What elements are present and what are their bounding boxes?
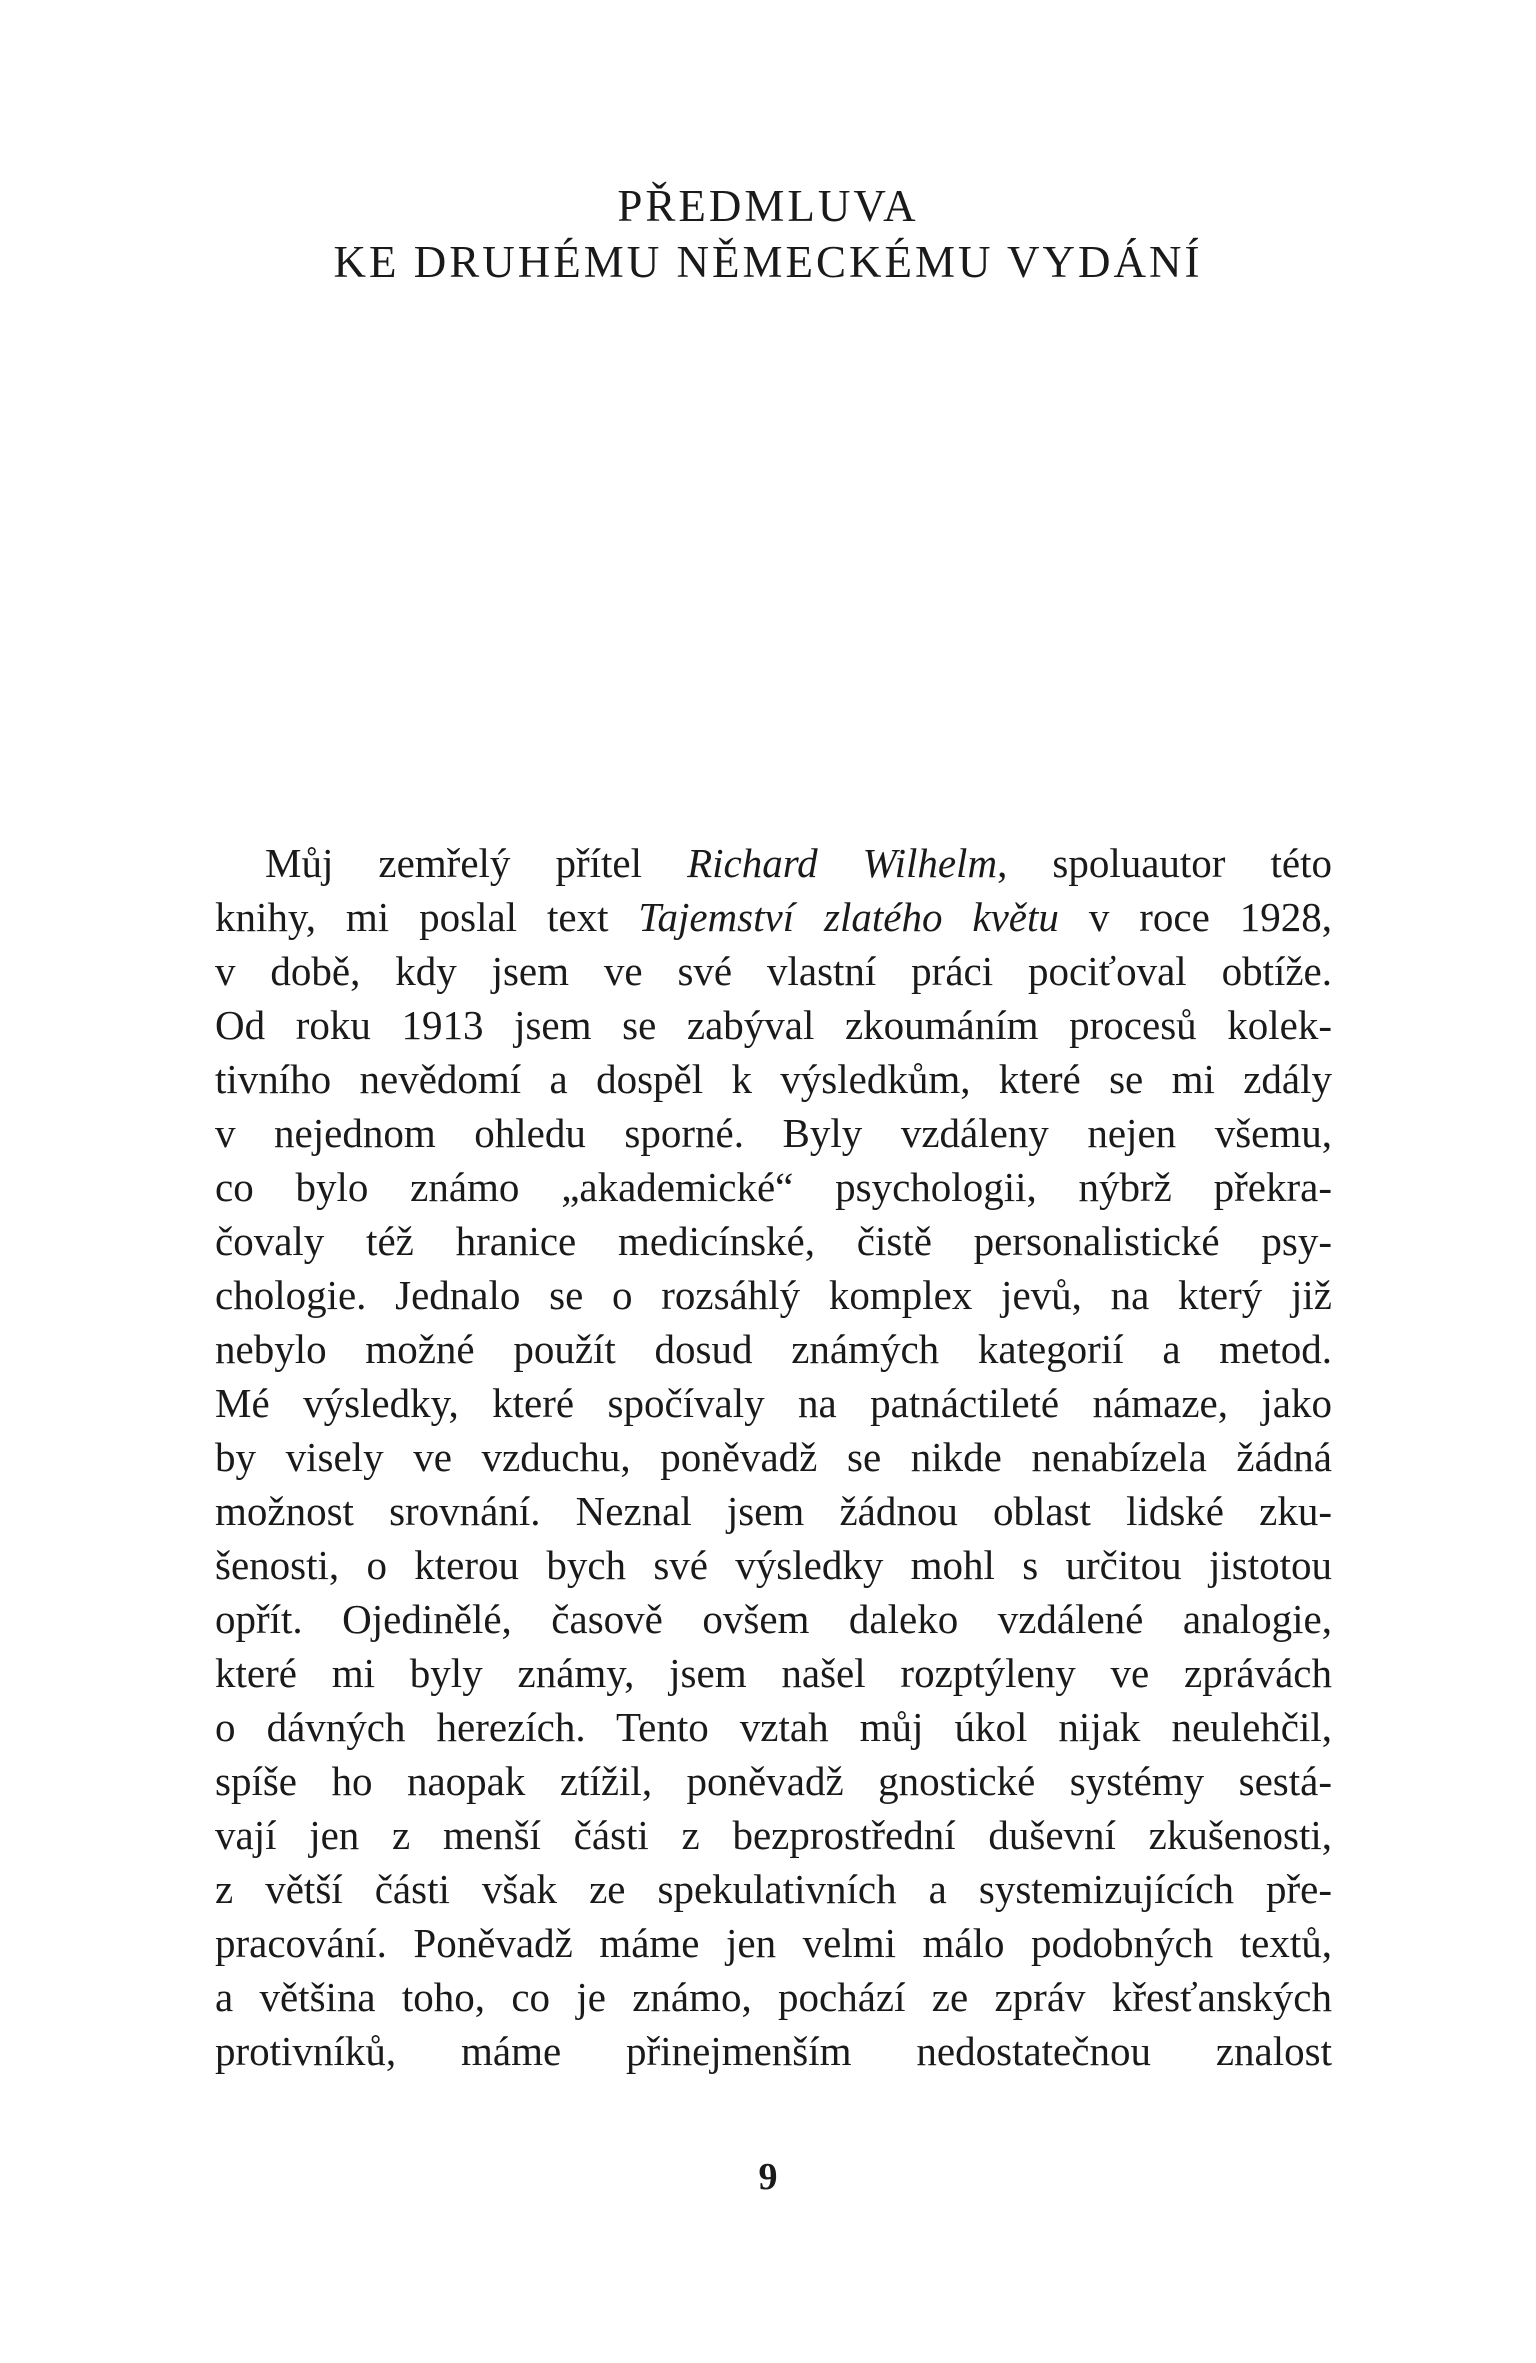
text-run: možnost srovnání. Neznal jsem žádnou oblast lidské zku- — [215, 1488, 1332, 1534]
text-run: šenosti, o kterou bych své výsledky mohl s určitou jistotou — [215, 1542, 1332, 1588]
text-run: Od roku 1913 jsem se zabýval zkoumáním procesů kolek- — [215, 1002, 1332, 1048]
text-line — [215, 836, 1332, 890]
text-line — [215, 1106, 1332, 1160]
text-run: tivního nevědomí a dospěl k výsledkům, které se mi zdály — [215, 1056, 1332, 1102]
text-line — [215, 1430, 1332, 1484]
text-run: v nejednom ohledu sporné. Byly vzdáleny nejen všemu, — [215, 1110, 1332, 1156]
text-run: nebylo možné použít dosud známých kategorií a metod. — [215, 1326, 1332, 1372]
text-run: pracování. Poněvadž máme jen velmi málo podobných textů, — [215, 1920, 1332, 1966]
text-line — [215, 1268, 1332, 1322]
text-line — [215, 1862, 1332, 1916]
italic-title: Tajemství zlatého květu — [638, 894, 1059, 940]
text-line — [215, 1808, 1332, 1862]
heading-line-2: KE DRUHÉMU NĚMECKÉMU VYDÁNÍ — [333, 237, 1203, 287]
text-line — [215, 1214, 1332, 1268]
text-run: v roce 1928, — [1058, 894, 1332, 940]
text-run: co bylo známo „akademické“ psychologii, nýbrž překra- — [215, 1164, 1332, 1210]
page-number: 9 — [758, 2156, 778, 2198]
text-run: by visely ve vzduchu, poněvadž se nikde nenabízela žádná — [215, 1434, 1332, 1480]
text-run: protivníků, máme přinejmenším nedostatečnou znalost — [215, 2028, 1332, 2074]
text-run: které mi byly známy, jsem našel rozptýleny ve zprávách — [215, 1650, 1332, 1696]
text-run: vají jen z menší části z bezprostřední duševní zkušenosti, — [215, 1812, 1332, 1858]
body-paragraph — [215, 836, 1332, 2078]
text-run: čovaly též hranice medicínské, čistě personalistické psy- — [215, 1218, 1332, 1264]
heading-line-1: PŘEDMLUVA — [617, 181, 919, 231]
text-run: opřít. Ojedinělé, časově ovšem daleko vzdálené analogie, — [215, 1596, 1332, 1642]
text-line — [215, 1538, 1332, 1592]
text-line — [215, 2024, 1332, 2078]
text-line — [215, 890, 1332, 944]
text-line — [215, 1484, 1332, 1538]
text-run: a většina toho, co je známo, pochází ze zpráv křesťanských — [215, 1974, 1332, 2020]
text-run: Mé výsledky, které spočívaly na patnáctileté námaze, jako — [215, 1380, 1332, 1426]
text-run: v době, kdy jsem ve své vlastní práci pociťoval obtíže. — [215, 948, 1332, 994]
text-line — [215, 1970, 1332, 2024]
text-run: chologie. Jednalo se o rozsáhlý komplex jevů, na který již — [215, 1272, 1332, 1318]
text-line — [215, 1376, 1332, 1430]
text-run: , spoluautor této — [997, 840, 1332, 886]
italic-title: Richard Wilhelm — [687, 840, 998, 886]
text-line — [215, 998, 1332, 1052]
text-line — [215, 1754, 1332, 1808]
text-run: o dávných herezích. Tento vztah můj úkol nijak neulehčil, — [215, 1704, 1332, 1750]
text-line — [215, 1052, 1332, 1106]
text-line — [215, 1700, 1332, 1754]
text-run: z větší části však ze spekulativních a systemizujících pře- — [215, 1866, 1332, 1912]
text-line — [215, 1322, 1332, 1376]
text-line — [215, 1592, 1332, 1646]
text-line — [215, 1646, 1332, 1700]
chapter-heading — [0, 178, 1536, 290]
text-run: knihy, mi poslal text — [215, 894, 639, 940]
text-run: Můj zemřelý přítel — [265, 840, 688, 886]
text-line — [215, 1160, 1332, 1214]
text-run: spíše ho naopak ztížil, poněvadž gnostické systémy sestá- — [215, 1758, 1332, 1804]
text-line — [215, 1916, 1332, 1970]
text-line — [215, 944, 1332, 998]
